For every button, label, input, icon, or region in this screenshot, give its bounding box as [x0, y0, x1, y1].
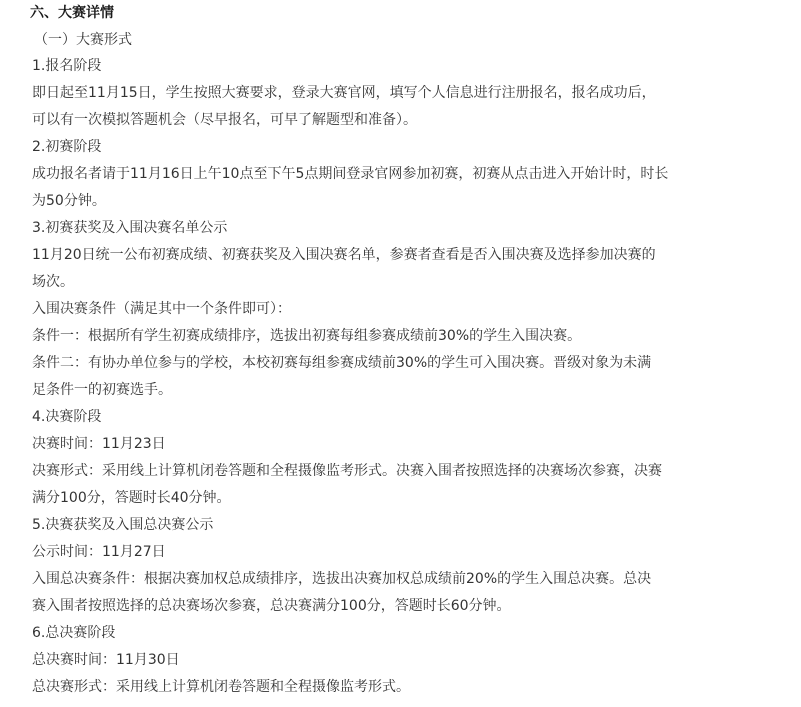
paragraph-line: 入围决赛条件（满足其中一个条件即可）：: [32, 301, 291, 317]
paragraph-line: 2.初赛阶段: [32, 139, 102, 155]
paragraph-line: 场次。: [32, 274, 74, 290]
paragraph-line: 决赛形式：采用线上计算机闭卷答题和全程摄像监考形式。决赛入围者按照选择的决赛场次参赛，决赛: [32, 463, 662, 479]
paragraph-line: 4.决赛阶段: [32, 409, 102, 425]
paragraph-line: 11月20日统一公布初赛成绩、初赛获奖及入围决赛名单，参赛者查看是否入围决赛及选择参加决赛的: [32, 247, 656, 263]
paragraph-line: 为50分钟。: [32, 193, 106, 209]
paragraph-line: 成功报名者请于11月16日上午10点至下午5点期间登录官网参加初赛，初赛从点击进入开始计时，时长: [32, 166, 669, 182]
paragraph-line: 3.初赛获奖及入围决赛名单公示: [32, 220, 228, 236]
paragraph-line: 可以有一次模拟答题机会（尽早报名，可早了解题型和准备）。: [32, 112, 417, 128]
sub-title: （一）大赛形式: [34, 32, 132, 48]
paragraph-line: 总决赛时间：11月30日: [32, 652, 180, 668]
paragraph-line: 即日起至11月15日，学生按照大赛要求，登录大赛官网，填写个人信息进行注册报名，报名成功后，: [32, 85, 656, 101]
paragraph-line: 满分100分，答题时长40分钟。: [32, 490, 231, 506]
section-title: 六、大赛详情: [30, 5, 114, 21]
paragraph-line: 总决赛形式：采用线上计算机闭卷答题和全程摄像监考形式。: [32, 679, 410, 695]
paragraph-line: 公示时间：11月27日: [32, 544, 166, 560]
paragraph-line: 足条件一的初赛选手。: [32, 382, 172, 398]
paragraph-line: 1.报名阶段: [32, 58, 102, 74]
paragraph-line: 6.总决赛阶段: [32, 625, 116, 641]
paragraph-line: 条件一：根据所有学生初赛成绩排序，选拔出初赛每组参赛成绩前30%的学生入围决赛。: [32, 328, 582, 344]
paragraph-line: 入围总决赛条件：根据决赛加权总成绩排序，选拔出决赛加权总成绩前20%的学生入围总决赛。总决: [32, 571, 652, 587]
paragraph-line: 赛入围者按照选择的总决赛场次参赛，总决赛满分100分，答题时长60分钟。: [32, 598, 511, 614]
paragraph-line: 决赛时间：11月23日: [32, 436, 166, 452]
paragraph-line: 条件二：有协办单位参与的学校，本校初赛每组参赛成绩前30%的学生可入围决赛。晋级对象为未满: [32, 355, 652, 371]
paragraph-line: 5.决赛获奖及入围总决赛公示: [32, 517, 214, 533]
